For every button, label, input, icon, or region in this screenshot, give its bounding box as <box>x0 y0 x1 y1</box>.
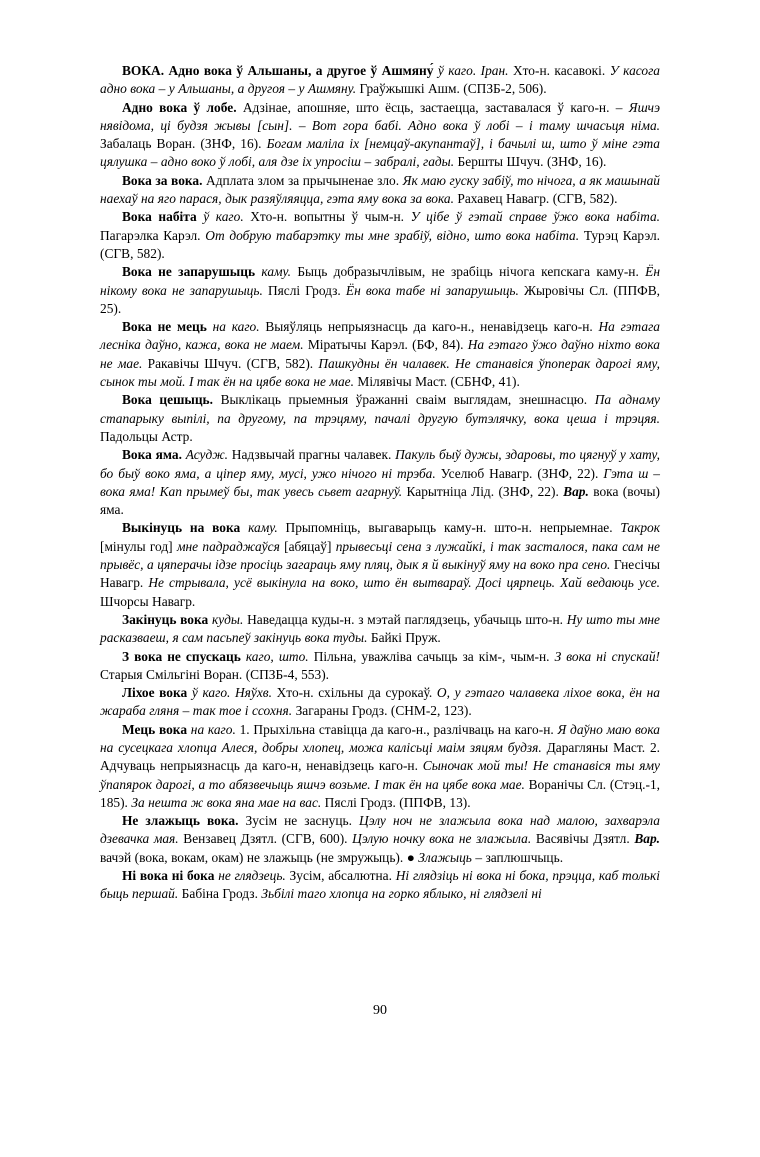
dictionary-entry-adno-voka-alshany: ВОКА. Адно вока ў Альшаны, а другое ў Ашмяну́ ў каго. Іран. Хто-н. касавокі. У касога адно вока – у Альшаны, а другоя – у Ашмяну. Граўжышкі Ашм. (СПЗБ-2, 506). <box>100 63 661 97</box>
dictionary-entry-zakinuts-voka: Закінуць вока куды. Наведацца куды-н. з мэтай паглядзець, убачыць што-н. Ну што ты мне расказваеш, я сам пасьпеў закінуць вока туды. Байкі Пруж. <box>100 611 660 646</box>
dictionary-entry-likhoe-voka: Ліхое вока ў каго. Няўхв. Хто-н. схільны да сурокаў. О, у гэтаго чалавека ліхое вока, ён на жараба гляня – так тое і ссохня. Загараны Гродз. (СНМ-2, 123). <box>100 685 660 719</box>
dictionary-entry-voka-ne-mets: Вока не мець на каго. Выяўляць непрыязнасць да каго-н., ненавідзець каго-н. На гэтага лесніка даўно, кажа, вока не маем. Міратычы Карэл. (БФ, 84). На гэтаго ўжо даўно ніхто вока не мае. Ракавічы Шчуч. (СГВ, 582). Пашкудны ён чалавек. Не станавіся ўпоперак дарогі яму, сынок ты мой. І так ён на цябе вока не мае. Мілявічы Маст. (СБНФ, 41). <box>100 319 660 390</box>
dictionary-entry-voka-yama: Вока яма. Асудж. Надзвычай прагны чалавек. Пакуль быў дужы, здаровы, то цягнуў у хату, бо быў воко яма, а ціпер яму, мусі, ужо нічого ні трэба. Уселюб Навагр. (ЗНФ, 22). Гэта ш – вока яма! Кап прымеў бы, так увесь сьвет агарнуў. Карытніца Лід. (ЗНФ, 22). Вар. вока (вочы) яма. <box>100 447 661 518</box>
dictionary-entry-voka-nabita: Вока набіта ў каго. Хто-н. вопытны ў чым-н. У цібе ў гэтай справе ўжо вока набіта. Пагарэлка Карэл. От добрую табарэтку ты мне зрабіў, відно, што вока набіта. Турэц Карэл. (СГВ, 582). <box>100 209 661 261</box>
dictionary-entry-mets-voka: Мець вока на каго. 1. Прыхільна ставіцца да каго-н., разлічваць на каго-н. Я даўно маю вока на сусецкага хлопца Алеся, добры хлопец, можа калісьці маім зяцям будзя. Дарагляны Маст. 2. Адчуваць непрыязнасць да каго-н, ненавідзець каго-н. Сыночак мой ты! Не станавіся ты яму ўпапярок дарогі, а то абязвечыць яшчэ возьме. І так ён на цябе вока мае. Воранічы Сл. (Стэц.-1, 185). За нешта ж вока яна мае на вас. Пяслі Гродз. (ППФВ, 13). <box>100 721 661 810</box>
dictionary-entry-ne-zlazhyts-voka: Не злажыць вока. Зусім не заснуць. Цэлу ноч не злажыла вока над малою, захварэла дзевачка мая. Вензавец Дзятл. (СГВ, 600). Цэлую ночку вока не злажыла. Васявічы Дзятл. Вар. вачэй (вока, вокам, окам) не злажыць (не змружыць). ● Злажыць – заплюшчыць. <box>100 813 660 865</box>
dictionary-entry-voka-tseshyts: Вока цешыць. Выклікаць прыемныя ўражанні сваім выглядам, знешнасцю. Па аднаму стапарыку выпілі, па другому, па трэцяму, пачалі другую бутэлячку, вока цеша і трэцяя. Падольцы Астр. <box>100 392 660 444</box>
dictionary-entry-ni-voka-ni-boka: Ні вока ні бока не глядзець. Зусім, абсалютна. Ні глядзіць ні вока ні бока, прэцца, каб толькі быць першай. Бабіна Гродз. Зьбілі таго хлопца на горко яблыко, ні глядзелі ні <box>100 868 660 902</box>
text-column <box>100 62 660 904</box>
dictionary-entry-z-voka-ne-spuskats: З вока не спускаць каго, што. Пільна, уважліва сачыць за кім-, чым-н. З вока ні спускай! Старыя Смільгіні Воран. (СПЗБ-4, 553). <box>100 648 660 682</box>
dictionary-entry-vykinuts-na-voka: Выкінуць на вока каму. Прыпомніць, выгаварыць каму-н. што-н. непрыемнае. Такрок [мінулы год] мне падраджаўся [абяцаў] прывесьці сена з лужайкі, і так засталося, пака сам не прывёс, а цяперачы ідзе просіць загараць яму пляц, дык я й выкінуў яму на воко пра сено. Гнесічы Навагр. Не стрывала, усё выкінула на воко, што ён вытвараў. Досі цярпець. Хай ведаюць усе. Шчорсы Навагр. <box>100 520 661 609</box>
dictionary-entry-voka-ne-zaparushyts: Вока не запарушыць каму. Быць добразычлівым, не зрабіць нічога кепскага каму-н. Ён нікому вока не запарушыць. Пяслі Гродз. Ён вока табе ні запарушыць. Жыровічы Сл. (ППФВ, 25). <box>100 264 661 316</box>
dictionary-entry-voka-za-voka: Вока за вока. Адплата злом за прычыненае зло. Як маю гуску забіў, то нічога, а як машынай наехаў на яго парася, дык разяўляяцца, гэта яму вока за вока. Рахавец Навагр. (СГВ, 582). <box>100 172 660 207</box>
page-number: 90 <box>373 1003 387 1018</box>
dictionary-entry-adno-voka-lobe: Адно вока ў лобе. Адзінае, апошняе, што ёсць, застаецца, заставалася ў каго-н. – Яшчэ нявідома, ці будзя жывы [сын]. – Вот гора бабі. Адно вока ў лобі – і таму шчасьця німа. Забалаць Воран. (ЗНФ, 16). Богам маліла іх [немцаў-акупантаў], і бачылі ш, што ў міне гэта цялушка – адно воко ў лобі, аля дзе іх упросіш – забралі, гады. Бершты Шчуч. (ЗНФ, 16). <box>100 99 660 170</box>
